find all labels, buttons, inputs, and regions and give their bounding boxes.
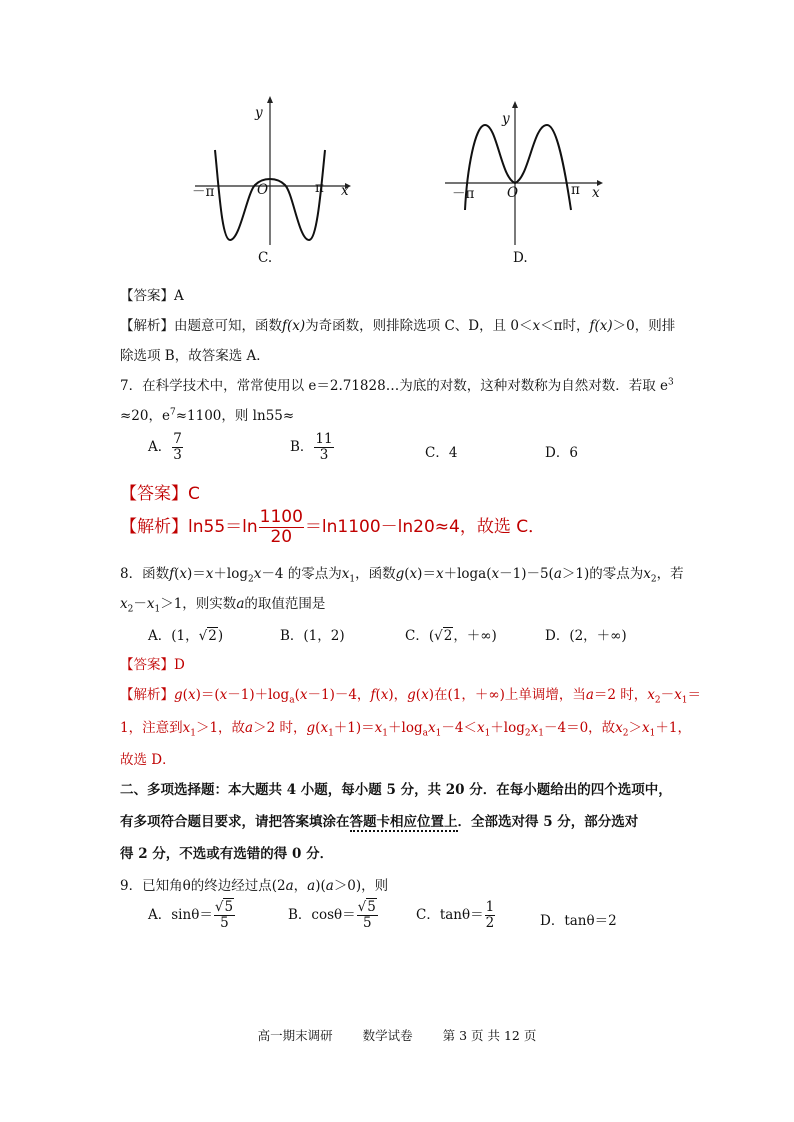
graph-c-y-label: y [255,105,263,121]
graph-c-neg-pi: －π [192,184,215,200]
q8-option-c: C．(√2，＋∞) [405,628,497,644]
q8-option-d: D．(2，＋∞) [545,628,627,644]
q7-analysis: 【解析】ln55＝ln $\frac{1100}{20}$ ＝ln1100－ln20≈4，故选 C． [120,507,546,547]
graph-d-origin: O [507,185,519,201]
section2-line1: 二、多项选择题：本大题共 4 小题，每小题 5 分，共 20 分．在每小题给出的四个选项中， [120,782,672,798]
graph-d-y-label: y [502,111,510,127]
footer-mid: 数学试卷 [362,1028,413,1043]
q7-option-a: A． $\frac{7}{3}$ [148,431,182,463]
graph-c-origin: O [257,182,269,198]
q7-stem-line1: 7．在科学技术中，常常使用以 e＝2.71828…为底的对数，这种对数称为自然对数．若取 $e^3$ [120,377,674,394]
q9-stem: 9．已知角θ的终边经过点(2a，a)(a＞0)，则 [120,878,389,894]
q7-option-d: D．6 [545,445,578,461]
q7-answer: 【答案】C [120,484,200,504]
footer-page: 第 3 页 共 12 页 [442,1028,537,1043]
graph-c-x-label: x [341,183,349,199]
graph-d-neg-pi: －π [452,186,475,202]
q6-analysis-line1: 【解析】由题意可知，函数f(x)为奇函数，则排除选项 C、D，且 0＜x＜π时，f(x)＞0，则排 [120,318,676,334]
graph-c [195,95,355,250]
section2-line2: 有多项符合题目要求，请把答案填涂在答题卡相应位置上．全部选对得 5 分，部分选对 [120,814,639,830]
graph-c-pi: π [315,180,324,196]
graph-d-x-label: x [592,185,600,201]
q8-option-a: A．(1，√2) [148,628,224,644]
q8-stem-line1: 8．函数$f(x)=x+\log_2x-4$ 的零点为$x_1$，函数g(x)＝x＋loga(x－1)－5(a＞1)的零点为$x_2$，若 [120,566,684,585]
graph-d [445,100,605,255]
q8-stem-line2: $x_2-x_1>1$，则实数a的取值范围是 [120,596,326,615]
q9-option-d: D．tanθ＝2 [540,913,617,929]
q8-analysis-line1: 【解析】$g(x)=(x-1)+\log_a(x-1)-4$，f(x)，g(x)在(1，＋∞)上单调增，当a＝2 时，$x_2-x_1=$ [120,687,702,706]
q7-option-b: B． $\frac{11}{3}$ [290,431,333,463]
q8-answer: 【答案】D [120,657,185,673]
q9-option-c: C．tanθ＝ $\frac{1}{2}$ [416,899,495,931]
q8-analysis-line3: 故选 D． [120,752,176,768]
footer-left: 高一期末调研 [257,1028,333,1043]
q8-option-b: B．(1，2) [280,628,345,644]
footer [0,1026,794,1044]
q8-analysis-line2: 1，注意到$x_1>1$，故a＞2 时，$g(x_1+1)=x_1+\log_ax_1-4<x_1+\log_2x_1-4=0$，故$x_2>x_1+1$， [120,720,691,739]
q7-stem-line2: ≈20，$e^7\approx 1100$，则 ln55≈ [120,407,295,424]
q7-option-c: C．4 [425,445,458,461]
section2-line3: 得 2 分，不选或有选错的得 0 分． [120,846,334,862]
q6-answer: 【答案】A [120,288,184,304]
q9-option-b: B．cosθ＝ $\frac{√5}{5}$ [288,899,376,931]
graph-d-pi: π [571,182,580,198]
graph-d-caption: D. [513,250,528,266]
q6-analysis-line2: 除选项 B，故答案选 A． [120,348,270,364]
q9-option-a: A．sinθ＝ $\frac{√5}{5}$ [148,899,234,931]
graph-c-caption: C. [258,250,273,266]
